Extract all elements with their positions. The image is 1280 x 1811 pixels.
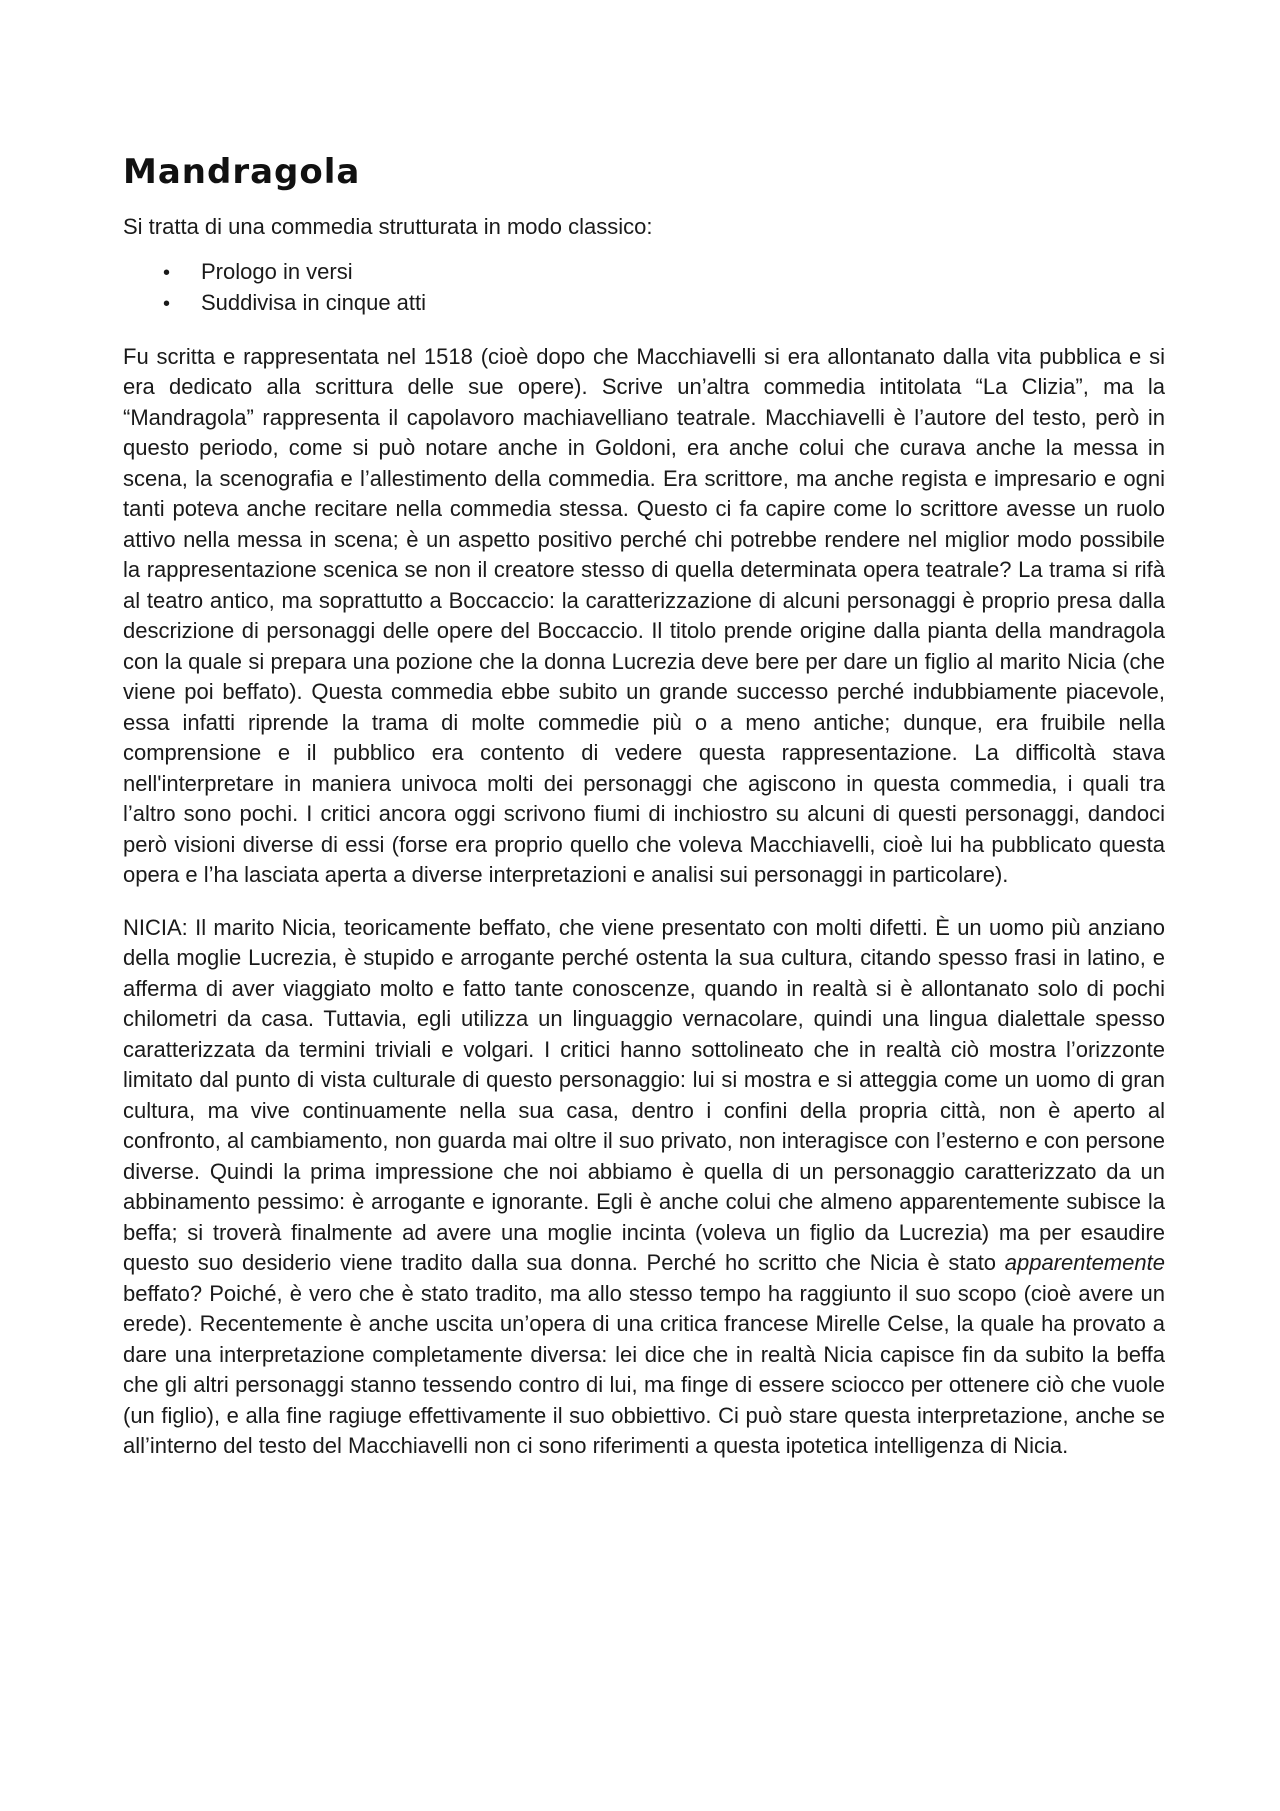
document-title: Mandragola bbox=[123, 152, 361, 192]
emphasized-word: apparentemente bbox=[1004, 1250, 1165, 1275]
paragraph-history: Fu scritta e rappresentata nel 1518 (cioè dopo che Macchiavelli si era allontanato dalla vita pubblica e si era dedicato alla scrittura delle sue opere). Scrive un’altra commedia intitolata “La Clizia”, ma la “Mandragola” rappresenta il capolavoro machiavelliano teatrale. Macchiavelli è l’autore del testo, però in questo periodo, come si può notare anche in Goldoni, era anche colui che curava anche la messa in scena, la scenografia e l’allestimento della commedia. Era scrittore, ma anche regista e impresario e ogni tanti poteva anche recitare nella commedia stessa. Questo ci fa capire come lo scrittore avesse un ruolo attivo nella messa in scena; è un aspetto positivo perché chi potrebbe rendere nel miglior modo possibile la rappresentazione scenica se non il creatore stesso di quella determinata opera teatrale? La trama si rifà al teatro antico, ma soprattutto a Boccaccio: la caratterizzazione di alcuni personaggi è proprio presa dalla descrizione di personaggi delle opere del Boccaccio. Il titolo prende origine dalla pianta della mandragola con la quale si prepara una pozione che la donna Lucrezia deve bere per dare un figlio al marito Nicia (che viene poi beffato). Questa commedia ebbe subito un grande successo perché indubbiamente piacevole, essa infatti riprende la trama di molte commedie più o a meno antiche; dunque, era fruibile nella comprensione e il pubblico era contento di vedere questa rappresentazione. La difficoltà stava nell'interpretare in maniera univoca molti dei personaggi che agiscono in questa commedia, i quali tra l’altro sono pochi. I critici ancora oggi scrivono fiumi di inchiostro su alcuni di questi personaggi, dandoci però visioni diverse di essi (forse era proprio quello che voleva Macchiavelli, cioè lui ha pubblicato questa opera e l’ha lasciata aperta a diverse interpretazioni e analisi sui personaggi in particolare). bbox=[123, 343, 1165, 887]
bullet-list bbox=[123, 257, 1165, 320]
intro-paragraph: Si tratta di una commedia strutturata in modo classico: bbox=[123, 214, 653, 239]
bullet-icon: • bbox=[163, 261, 171, 284]
list-item bbox=[163, 288, 1165, 320]
list-item-text: Suddivisa in cinque atti bbox=[201, 290, 427, 315]
document-page bbox=[123, 150, 1165, 1462]
list-item bbox=[163, 257, 1165, 289]
list-item-text: Prologo in versi bbox=[201, 258, 353, 284]
paragraph-nicia-part-2: beffato? Poiché, è vero che è stato tradito, ma allo stesso tempo ha raggiunto il suo scopo (cioè avere un erede). Recentemente è anche uscita un’opera di una critica francese Mirelle Celse, la quale ha provato a dare una interpretazione completamente diversa: lei dice che in realtà Nicia capisce fin da subito la beffa che gli altri personaggi stanno tessendo contro di lui, ma finge di essere sciocco per ottenere ciò che vuole (un figlio), e alla fine ragiuge effettivamente il suo obbiettivo. Ci può stare questa interpretazione, anche se all’interno del testo del Macchiavelli non ci sono riferimenti a questa ipotetica intelligenza di Nicia. bbox=[123, 1280, 1165, 1458]
bullet-icon: • bbox=[163, 293, 171, 315]
paragraph-nicia bbox=[123, 913, 1165, 1462]
paragraph-nicia-part-1: NICIA: Il marito Nicia, teoricamente beffato, che viene presentato con molti difetti. È un uomo più anziano della moglie Lucrezia, è stupido e arrogante perché ostenta la sua cultura, citando spesso frasi in latino, e afferma di aver viaggiato molto e fatto tante conoscenze, quando in realtà si è allontanato solo di pochi chilometri da casa. Tuttavia, egli utilizza un linguaggio vernacolare, quindi una lingua dialettale spesso caratterizzata da termini triviali e volgari. I critici hanno sottolineato che in realtà ciò mostra l’orizzonte limitato dal punto di vista culturale di questo personaggio: lui si mostra e si atteggia come un uomo di gran cultura, ma vive continuamente nella sua casa, dentro i confini della propria città, non è aperto al confronto, al cambiamento, non guarda mai oltre il suo privato, non interagisce con l’esterno e con persone diverse. Quindi la prima impressione che noi abbiamo è quella di un personaggio caratterizzato da un abbinamento pessimo: è arrogante e ignorante. Egli è anche colui che almeno apparentemente subisce la beffa; si troverà finalmente ad avere una moglie incinta (voleva un figlio da Lucrezia) ma per esaudire questo suo desiderio viene tradito dalla sua donna. Perché ho scritto che Nicia è stato bbox=[123, 914, 1165, 1275]
